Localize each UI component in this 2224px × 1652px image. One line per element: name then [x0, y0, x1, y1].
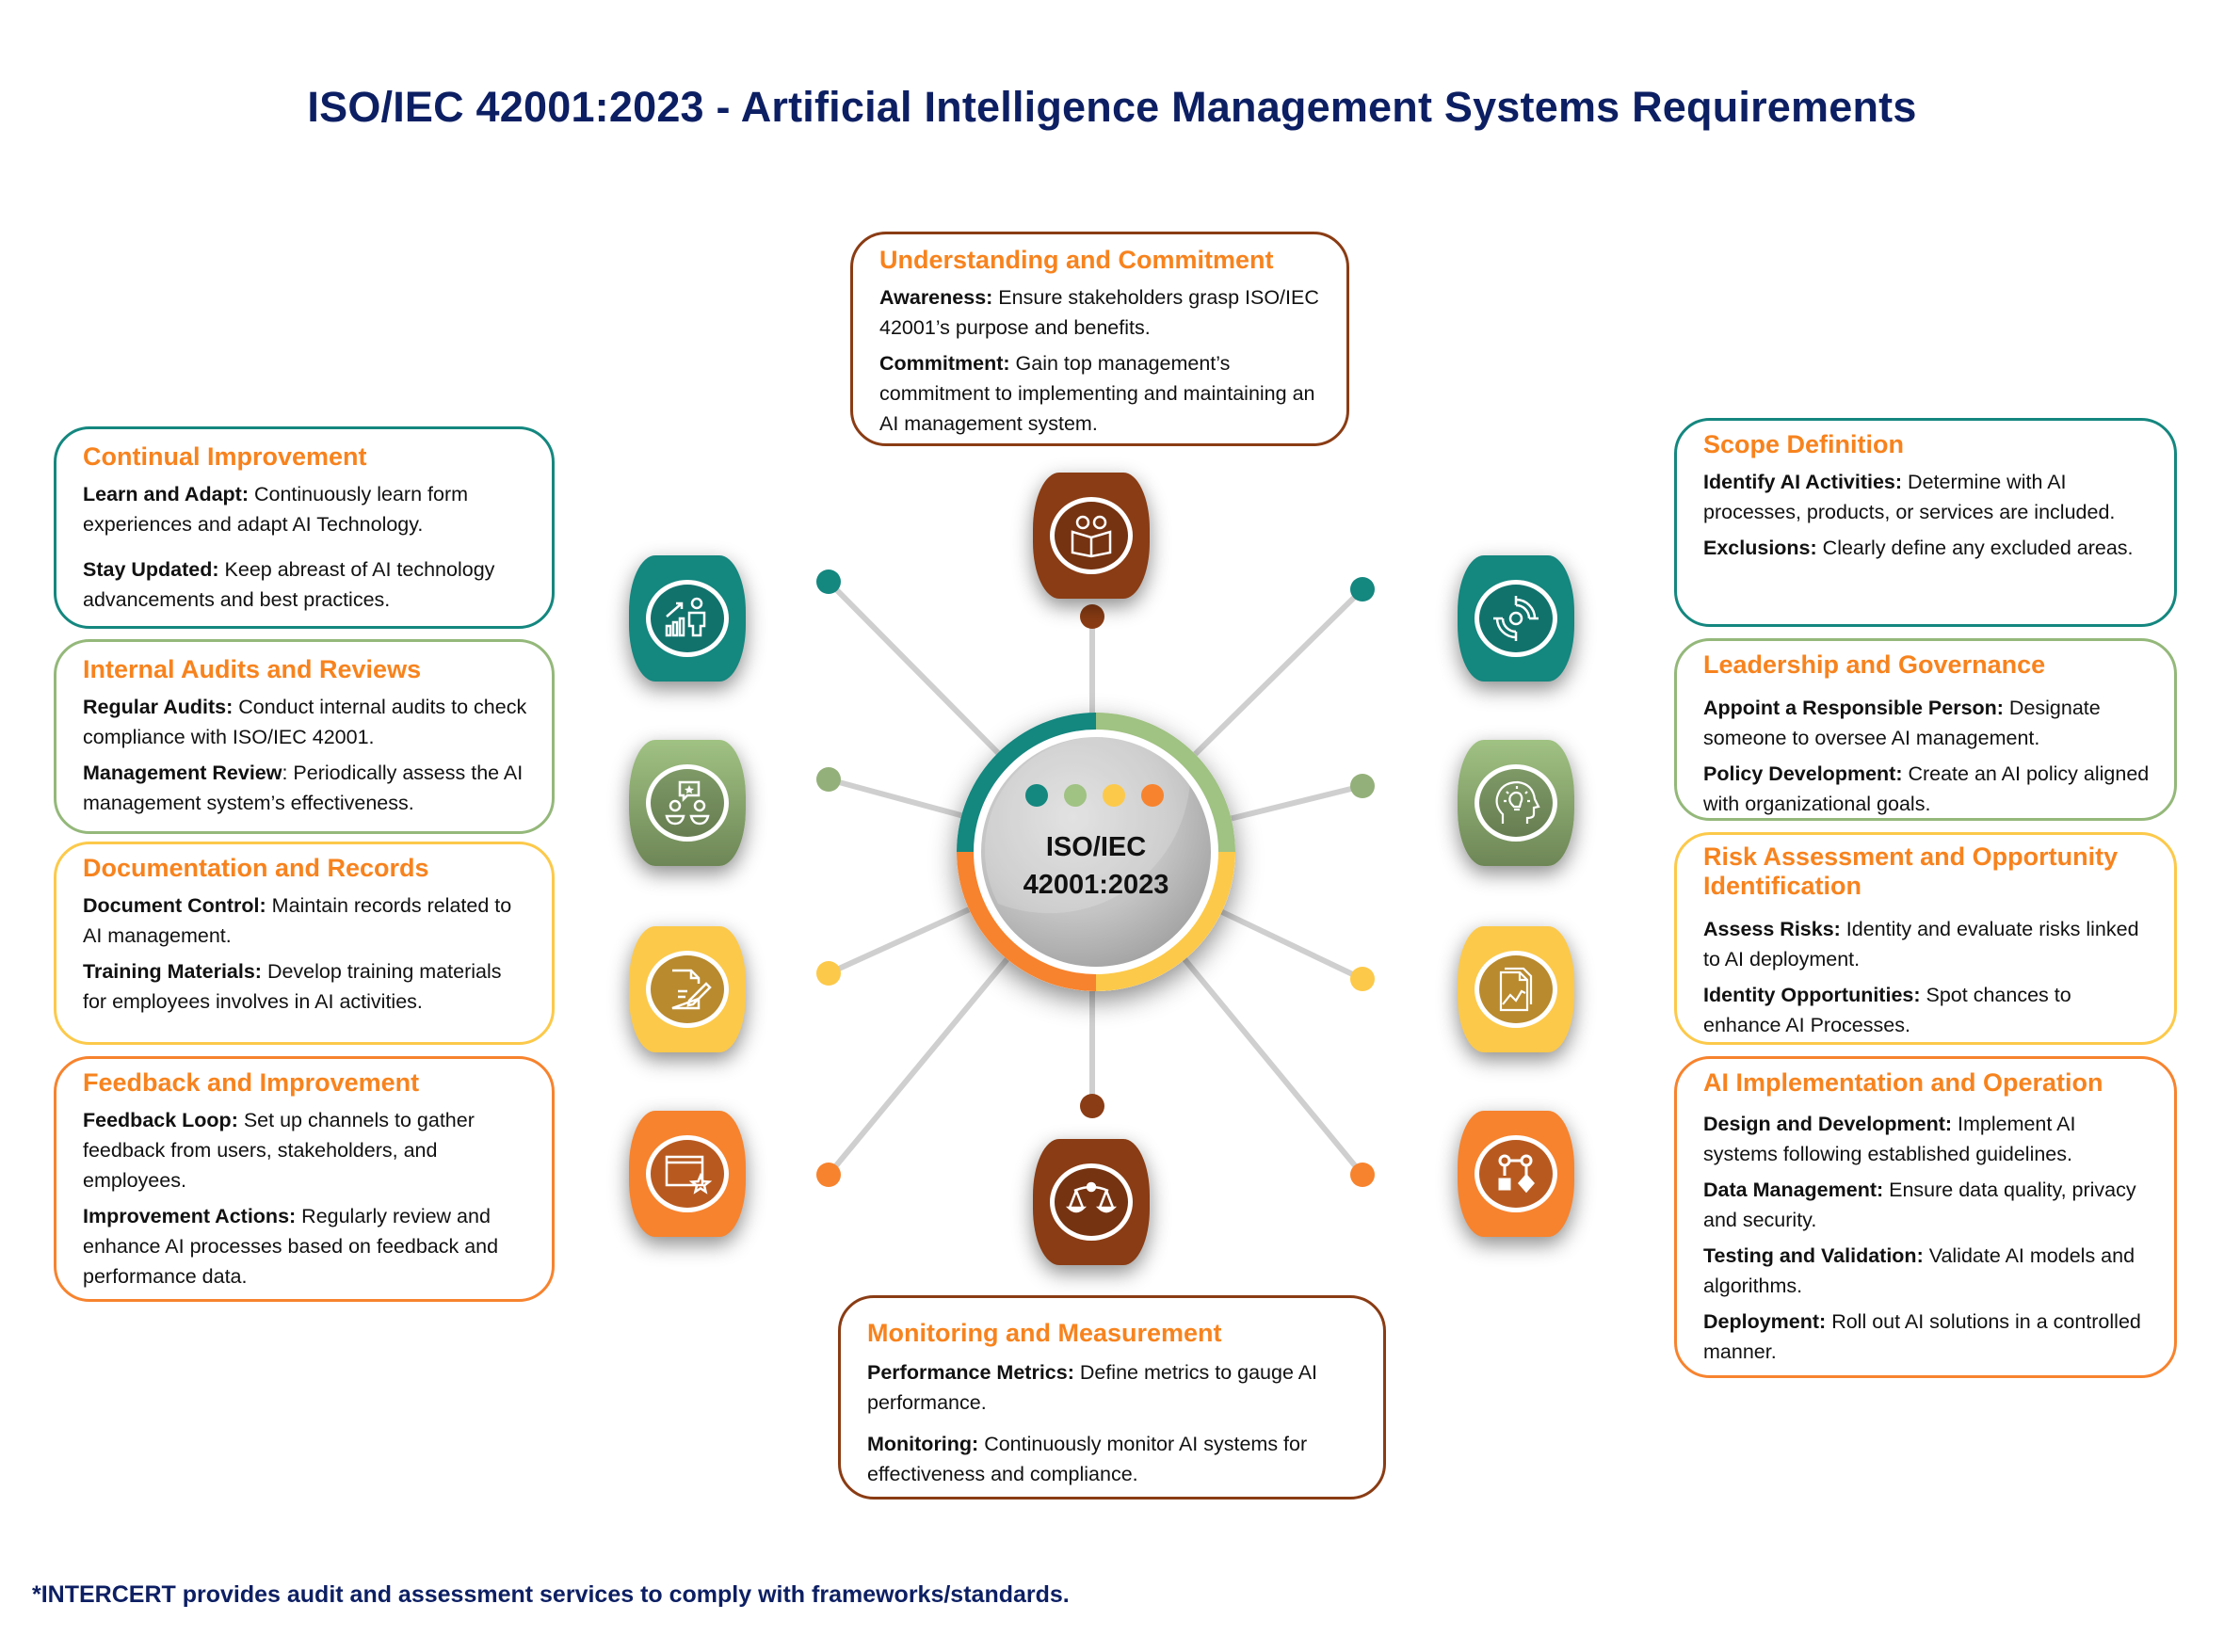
growth-chart-person-icon [661, 592, 714, 645]
workflow-icon [1490, 1147, 1542, 1200]
item-text: Set up channels to gather feedback from users, stakeholders, and employees. [83, 1109, 475, 1192]
documentation-icon-box [629, 926, 746, 1052]
card-title: Feedback and Improvement [83, 1068, 420, 1097]
item-text: Ensure stakeholders grasp ISO/IEC 42001’s purpose and benefits. [879, 286, 1319, 339]
item-text: Spot chances to enhance AI Processes. [1703, 984, 2071, 1036]
card-title: Monitoring and Measurement [867, 1319, 1222, 1347]
item-label: Policy Development: [1703, 762, 1903, 785]
scope-icon-box [1458, 555, 1574, 682]
card-risk-assessment [1674, 832, 2177, 1045]
card-monitoring-measurement [838, 1295, 1386, 1500]
item-label: Awareness: [879, 286, 993, 309]
item-label: Stay Updated: [83, 558, 219, 581]
item-text: Determine with AI processes, products, or services are included. [1703, 471, 2116, 523]
implementation-icon-box [1458, 1111, 1574, 1237]
item-text: Designate someone to oversee AI management. [1703, 697, 2101, 749]
item-text: Maintain records related to AI management. [83, 894, 512, 947]
item-label: Exclusions: [1703, 537, 1817, 559]
audits-icon-box [629, 740, 746, 866]
item-text: Develop training materials for employees involves in AI activities. [83, 960, 502, 1013]
item-text: Implement AI systems following established guidelines. [1703, 1113, 2076, 1165]
item-label: Training Materials: [83, 960, 262, 983]
reading-people-icon [1065, 509, 1118, 562]
item-text: Continuously monitor AI systems for effectiveness and compliance. [867, 1433, 1308, 1485]
item-label: Document Control: [83, 894, 266, 917]
feedback-discussion-icon [661, 777, 714, 829]
monitoring-icon-box [1033, 1139, 1150, 1265]
item-text: Keep abreast of AI technology advancements and best practices. [83, 558, 495, 611]
item-label: Commitment: [879, 352, 1010, 375]
item-text: Create an AI policy aligned with organizational goals. [1703, 762, 2150, 815]
card-understanding-commitment [850, 232, 1349, 446]
item-label: Testing and Validation: [1703, 1244, 1924, 1267]
footnote: *INTERCERT provides audit and assessment services to comply with frameworks/standards. [32, 1581, 1070, 1608]
card-feedback-improvement [54, 1056, 555, 1302]
page-title: ISO/IEC 42001:2023 - Artificial Intelligence Management Systems Requirements [307, 83, 1917, 131]
item-label: Learn and Adapt: [83, 483, 249, 505]
card-title: Understanding and Commitment [879, 246, 1274, 274]
item-text: : Periodically assess the AI management system’s effectiveness. [83, 762, 524, 814]
card-documentation-records [54, 842, 555, 1045]
card-title: Internal Audits and Reviews [83, 655, 422, 683]
item-label: Feedback Loop: [83, 1109, 238, 1131]
card-title: Continual Improvement [83, 442, 367, 471]
hub-label [1002, 828, 1190, 904]
item-text: Roll out AI solutions in a controlled manner. [1703, 1310, 2141, 1363]
item-text: Ensure data quality, privacy and security. [1703, 1179, 2136, 1231]
hub-label-line1: ISO/IEC [1045, 832, 1147, 862]
card-title: Scope Definition [1703, 430, 1905, 458]
item-label: Design and Development: [1703, 1113, 1953, 1135]
item-text: Identity and evaluate risks linked to AI deployment. [1703, 918, 2139, 970]
item-label: Monitoring: [867, 1433, 979, 1455]
continual-icon-box [629, 555, 746, 682]
item-label: Performance Metrics: [867, 1361, 1074, 1384]
card-scope-definition [1674, 418, 2177, 627]
head-lightbulb-icon [1490, 777, 1542, 829]
item-label: Management Review [83, 762, 282, 784]
card-title: Documentation and Records [83, 854, 429, 882]
card-ai-implementation [1674, 1056, 2177, 1378]
card-continual-improvement [54, 426, 555, 629]
item-label: Deployment: [1703, 1310, 1827, 1333]
item-label: Regular Audits: [83, 696, 234, 718]
item-text: Define metrics to gauge AI performance. [867, 1361, 1318, 1414]
item-label: Identity Opportunities: [1703, 984, 1921, 1006]
leadership-icon-box [1458, 740, 1574, 866]
item-text: Regularly review and enhance AI processes based on feedback and performance data. [83, 1205, 499, 1288]
item-text: Conduct internal audits to check compliance with ISO/IEC 42001. [83, 696, 527, 748]
item-text: Gain top management’s commitment to implementing and maintaining an AI management system. [879, 352, 1315, 435]
item-text: Validate AI models and algorithms. [1703, 1244, 2135, 1297]
item-label: Improvement Actions: [83, 1205, 297, 1227]
risk-icon-box [1458, 926, 1574, 1052]
document-edit-icon [661, 963, 714, 1016]
card-title: AI Implementation and Operation [1703, 1068, 2103, 1097]
understanding-icon-box [1033, 473, 1150, 599]
item-label: Identify AI Activities: [1703, 471, 1903, 493]
document-chart-icon [1490, 963, 1542, 1016]
window-star-icon [661, 1147, 714, 1200]
card-title: Risk Assessment and Opportunity Identification [1703, 842, 2119, 900]
item-label: Assess Risks: [1703, 918, 1841, 940]
feedback-icon-box [629, 1111, 746, 1237]
card-title: Leadership and Governance [1703, 650, 2046, 679]
item-text: Continuously learn form experiences and adapt AI Technology. [83, 483, 469, 536]
item-label: Data Management: [1703, 1179, 1884, 1201]
hub-label-line2: 42001:2023 [1023, 870, 1169, 900]
card-internal-audits [54, 639, 555, 834]
item-label: Appoint a Responsible Person: [1703, 697, 2004, 719]
balance-scale-icon [1065, 1176, 1118, 1228]
target-icon [1490, 592, 1542, 645]
card-leadership-governance [1674, 638, 2177, 821]
item-text: Clearly define any excluded areas. [1816, 537, 2134, 559]
